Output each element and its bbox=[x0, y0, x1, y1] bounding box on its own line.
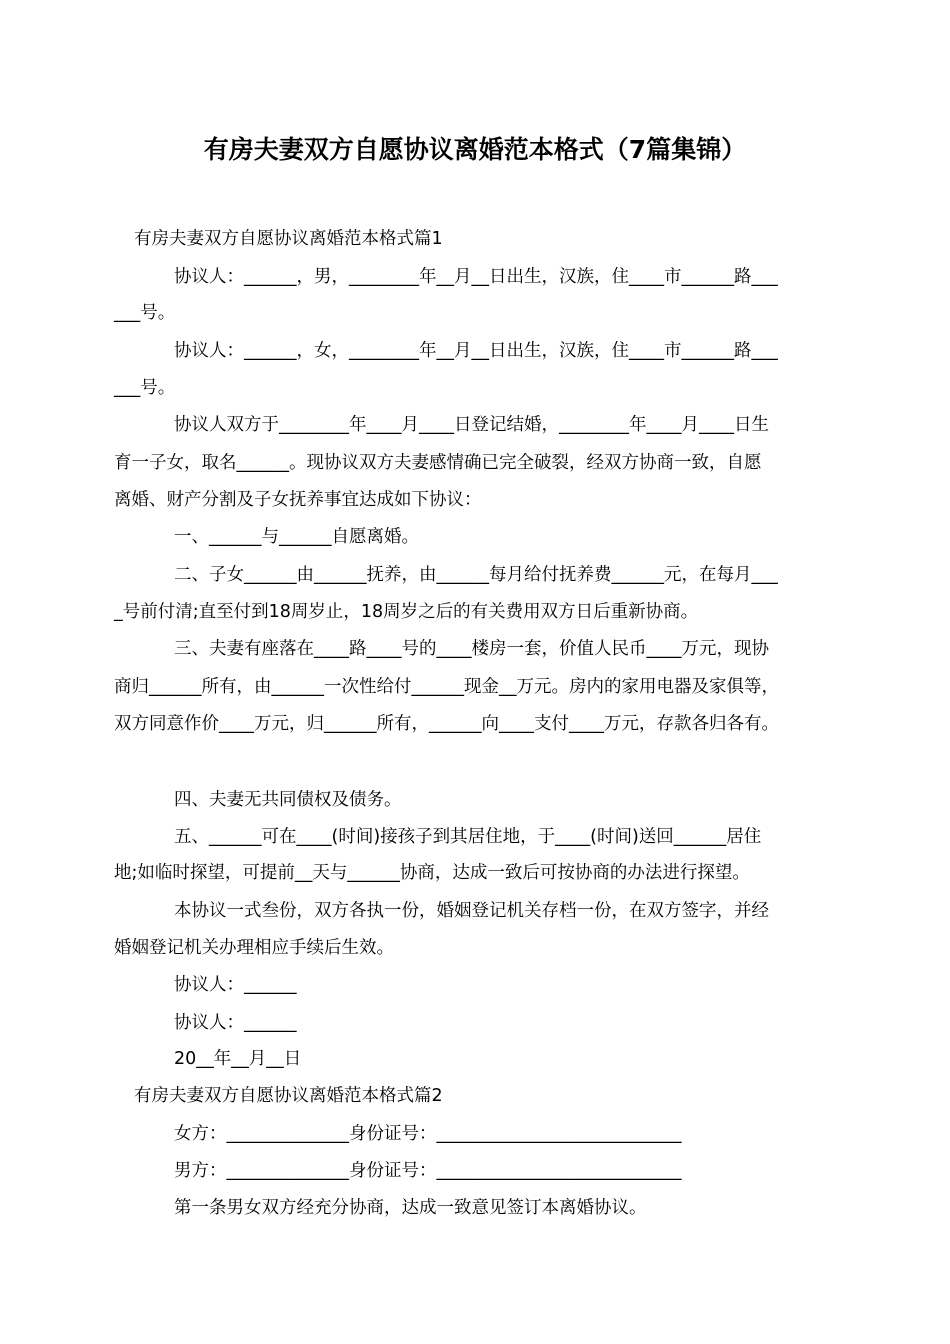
document-title: 有房夫妻双方自愿协议离婚范本格式（7篇集锦） bbox=[203, 135, 747, 164]
paragraph-line: 协议人：______，女，________年__月__日出生，汉族，住____市______路___ bbox=[174, 341, 778, 361]
date-line: 20__年__月__日 bbox=[174, 1049, 302, 1069]
paragraph-line: 本协议一式叁份，双方各执一份，婚姻登记机关存档一份，在双方签字，并经 bbox=[174, 901, 769, 921]
paragraph-line: 离婚、财产分割及子女抚养事宜达成如下协议： bbox=[114, 490, 482, 510]
clause-3: 三、夫妻有座落在____路____号的____楼房一套，价值人民币____万元，现协 bbox=[174, 639, 769, 659]
paragraph-line: ___号。 bbox=[114, 378, 176, 398]
clause-5: 五、______可在____(时间)接孩子到其居住地，于____(时间)送回______居住 bbox=[174, 827, 762, 847]
paragraph-line: 协议人双方于________年____月____日登记结婚，________年____月____日生 bbox=[174, 415, 769, 435]
paragraph-line: 婚姻登记机关办理相应手续后生效。 bbox=[114, 938, 394, 958]
article-1: 第一条男女双方经充分协商，达成一致意见签订本离婚协议。 bbox=[174, 1198, 647, 1218]
section-heading-1: 有房夫妻双方自愿协议离婚范本格式篇1 bbox=[134, 229, 443, 249]
paragraph-line: 地;如临时探望，可提前__天与______协商，达成一致后可按协商的办法进行探望。 bbox=[114, 863, 750, 883]
section-heading-2: 有房夫妻双方自愿协议离婚范本格式篇2 bbox=[134, 1086, 443, 1106]
paragraph-line: _号前付清;直至付到18周岁止，18周岁之后的有关费用双方日后重新协商。 bbox=[114, 602, 699, 622]
paragraph-line: ___号。 bbox=[114, 303, 176, 323]
paragraph-line: 商归______所有，由______一次性给付______现金__万元。房内的家用电器及家俱等， bbox=[114, 677, 779, 697]
clause-4: 四、夫妻无共同债权及债务。 bbox=[174, 790, 402, 810]
signature-line: 协议人：______ bbox=[174, 1013, 297, 1033]
clause-2: 二、子女______由______抚养，由______每月给付抚养费______元，在每月___ bbox=[174, 565, 778, 585]
paragraph-line: 双方同意作价____万元，归______所有，______向____支付____万元，存款各归各有。 bbox=[114, 714, 779, 734]
paragraph-line: 协议人：______，男，________年__月__日出生，汉族，住____市______路___ bbox=[174, 267, 778, 287]
female-party-line: 女方：______________身份证号：____________________________ bbox=[174, 1124, 682, 1144]
signature-line: 协议人：______ bbox=[174, 975, 297, 995]
paragraph-line: 育一子女，取名______。现协议双方夫妻感情确已完全破裂，经双方协商一致，自愿 bbox=[114, 453, 762, 473]
male-party-line: 男方：______________身份证号：____________________________ bbox=[174, 1161, 682, 1181]
clause-1: 一、______与______自愿离婚。 bbox=[174, 527, 419, 547]
